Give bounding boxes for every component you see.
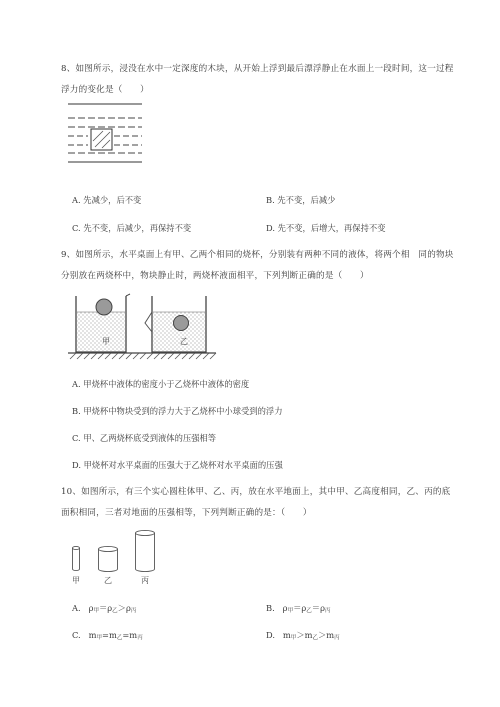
question-8-option-d[interactable]: D. 先不变，后增大，再保持不变 [266,223,386,233]
question-10-text [61,482,481,524]
beaker-jia-liquid [77,312,125,351]
table-hatch [70,353,216,359]
relation-1: ＝ρ [98,603,113,613]
cylinder-yi-label: 乙 [104,576,112,585]
beaker-yi-label: 乙 [180,337,188,346]
question-9-option-c[interactable]: C. 甲、乙两烧杯底受到液体的压强相等 [72,433,217,443]
subscript-yi: 乙 [306,608,312,614]
question-10-line-2: 面积相同，三者对地面的压强相等，下列判断正确的是：（ ） [61,508,312,518]
question-9-line-1: 9、如图所示，水平桌面上有甲、乙两个相同的烧杯，分别装有两种不同的液体，将两个相 同的物块 [61,250,454,260]
cylinder-bing-label: 丙 [141,576,149,585]
question-9-option-a[interactable]: A. 甲烧杯中液体的密度小于乙烧杯中液体的密度 [72,379,250,389]
question-9-option-b[interactable]: B. 甲烧杯中物块受到的浮力大于乙烧杯中小球受到的浮力 [72,406,283,416]
question-9-option-d[interactable]: D. 甲烧杯对水平桌面的压强大于乙烧杯对水平桌面的压强 [72,460,283,470]
beaker-jia-ball [96,299,112,315]
question-9-line-2: 分别放在两烧杯中，物块静止时，两烧杯液面相平，下列判断正确的是（ ） [61,271,369,281]
subscript-jia: 甲 [96,635,103,641]
relation-1: ＞m [296,630,313,640]
subscript-bing: 丙 [130,608,137,614]
beaker-jia-spout [126,294,130,296]
cylinder-jia [73,546,80,570]
cylinder-jia-label: 甲 [72,576,80,585]
question-10-option-d[interactable] [266,629,340,644]
subscript-bing: 丙 [324,608,331,614]
question-8-line-1: 8、如图所示，浸没在水中一定深度的木块，从开始上浮到最后漂浮静止在水面上一段时间，这一过程 [61,64,454,74]
rho-symbol: ρ [282,603,288,613]
option-prefix: D. [266,630,275,640]
relation-1: =m [102,630,117,640]
beaker-yi-spout [145,312,152,332]
question-9-figure-beakers [66,290,226,365]
relation-2: =m [122,630,138,640]
question-10-option-a[interactable] [72,602,136,617]
question-8-figure-water-block [66,101,146,171]
cylinder-bing [136,530,155,571]
cylinder-yi [99,546,118,571]
question-10-line-1: 10、如图所示，有三个实心圆柱体甲、乙、丙，放在水平地面上，其中甲、乙高度相同，乙、丙的底 [61,487,451,497]
subscript-jia: 甲 [290,635,297,641]
relation-2: ＞m [318,630,335,640]
relation-1: ＝ρ [293,603,307,613]
question-10-figure-cylinders [66,528,166,590]
mass-symbol: m [88,630,97,640]
subscript-yi: 乙 [116,635,123,641]
question-10-option-b[interactable] [266,602,330,617]
option-prefix: A. [72,603,81,613]
subscript-jia: 甲 [287,608,294,614]
subscript-yi: 乙 [312,635,318,641]
beaker-yi-ball [174,316,189,331]
subscript-yi: 乙 [112,608,118,614]
question-8-line-2: 浮力的变化是（ ） [61,85,149,95]
beaker-jia-label: 甲 [102,337,110,346]
question-8-text [61,59,481,101]
subscript-bing: 丙 [334,635,340,641]
mass-symbol: m [282,630,291,640]
question-8-option-b[interactable]: B. 先不变，后减少 [266,195,336,205]
option-prefix: C. [72,630,81,640]
relation-2: ＞ρ [117,603,131,613]
question-10-option-c[interactable] [72,629,143,644]
subscript-jia: 甲 [93,608,99,614]
rho-symbol: ρ [88,603,94,613]
question-8-option-c[interactable]: C. 先不变，后减少，再保持不变 [72,223,192,233]
subscript-bing: 丙 [137,635,143,641]
question-9-text [61,245,481,287]
question-8-option-a[interactable]: A. 先减少，后不变 [72,195,142,205]
relation-2: ＝ρ [311,603,325,613]
option-prefix: B. [266,603,275,613]
